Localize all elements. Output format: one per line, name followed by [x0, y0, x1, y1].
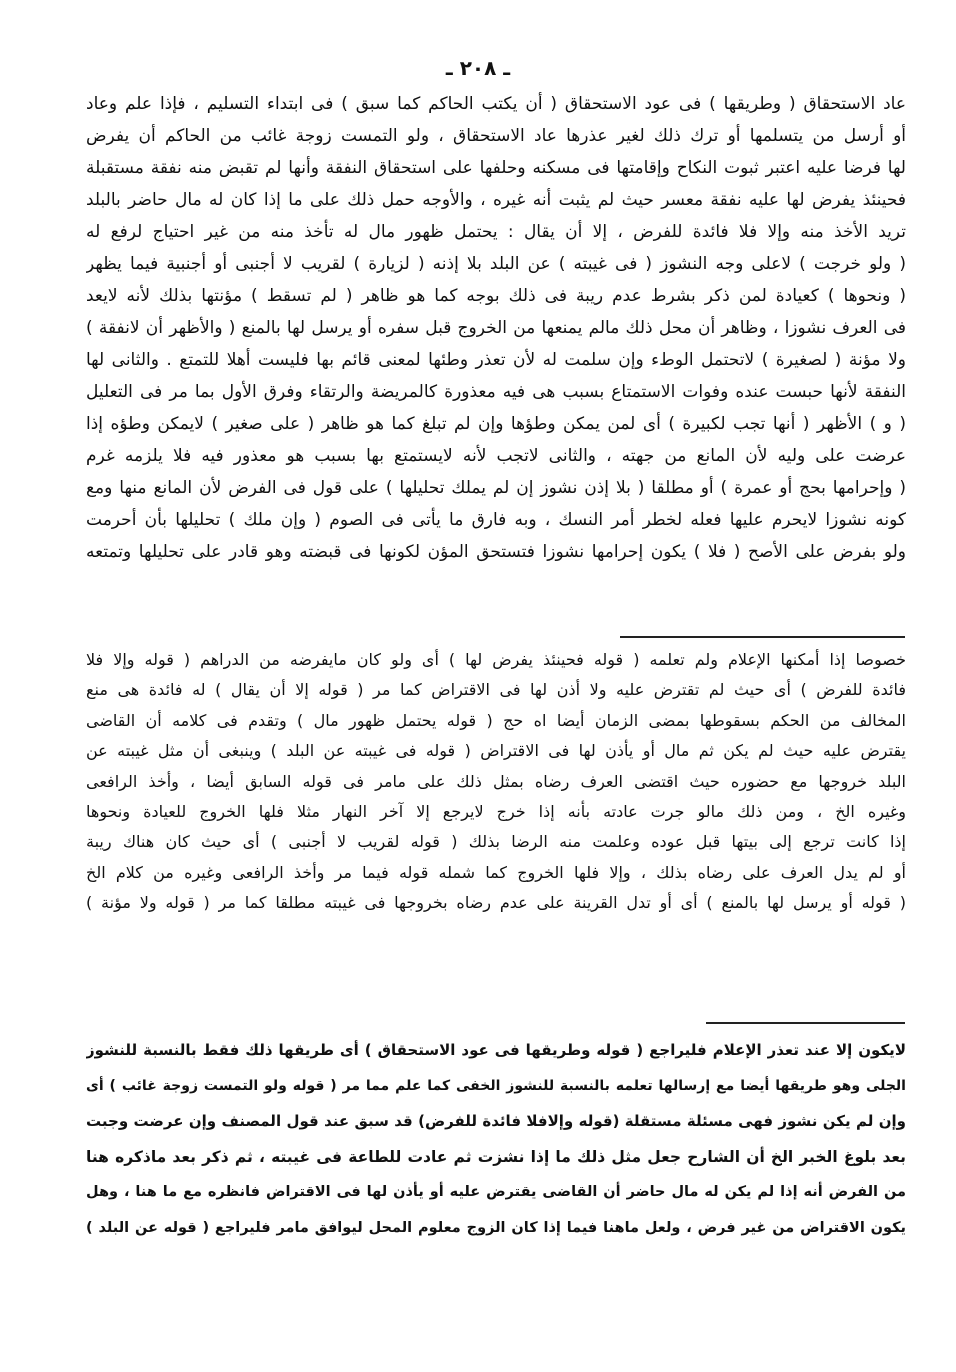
text-line: البلد خروجها مع حضوره حيث اقتضى العرف رضاه بمثل ذلك على مامر فى قوله السابق أيضا ، وأخذ الرافعى: [86, 771, 906, 791]
text-line: بعد بلوغ الخبر الخ أن الشارح جعل مثل ذلك ما إذا نشزت ثم عادت للطاعة فى غيبته ، ثم ذكر بعد ماذكره هنا: [86, 1147, 906, 1166]
text-line: عاد الاستحقاق ( وطريقها ) فى عود الاستحقاق ( أن يكتب الحاكم كما سبق ) فى ابتداء التسليم ، فإذا علم وعاد: [86, 94, 906, 114]
text-line: ( قوله أو يرسل لها بالمنع ) أى أو تدل القرينة على عدم رضاه بخروجها فى غيبته مطلقا كما مر ( قوله ولا مؤنة ): [86, 893, 906, 913]
text-line: يقترض عليه حيث لم يكن ثم مال أو يأذن لها فى الاقتراض ( قوله فى غيبته عن البلد ) وينبغى أن مثل غيبته عن: [86, 741, 906, 761]
main-text: [86, 88, 906, 568]
text-line: ولو بفرض على الأصح ( فلا ) يكون إحرامها نشوزا فتستحق المؤن لكونها فى قبضته وهو قادر على تحليلها وتمتعه: [86, 542, 906, 562]
text-line: وغيره الخ ، ومن ذلك مالو جرت عادته بأنه إذا خرج لايرجع إلا آخر النهار مثلا فلها الخروج للعيادة ونحوها: [86, 801, 906, 821]
footnote-block-2: [86, 1033, 906, 1247]
text-line: فائدة للفرض ) أى حيث لم تقترض عليه ولا أذن لها فى الاقتراض كما مر ( قوله إلا أن يقال ) له فائدة هى منع: [86, 680, 906, 700]
text-line: ( ونحوها ) كعيادة لمن ذكر بشرط عدم ريبة فى ذلك بوجه كما هو ظاهر ( لم تسقط ) مؤنتها بذلك لأنه لايعد: [86, 286, 906, 306]
text-line: لايكون إلا عند تعذر الإعلام فليراجع ( قوله وطريقها فى عود الاستحقاق ) أى طريقها ذلك فقط بالنسبة للنشوز: [86, 1041, 906, 1059]
text-line: خصوصا إذا أمكنها الإعلام ولم تعلمه ( قوله فحينئذ يفرض لها ) أى ولو كان مايفرضه من الدراهم ( قوله وإلا فلا: [86, 650, 906, 669]
text-line: كونه نشوزا لايحرم عليها فعله لخطر أمر النسك ، وبه فارق ما يأتى فى الصوم ( وإن ملك ) تحليلها بأن أحرمت: [86, 510, 906, 530]
page-number: ـ ٢٠٨ ـ: [445, 56, 511, 80]
text-line: ( وإحرامها بحج أو عمرة ) أو مطلقا ( بلا إذن نشوز إن لم يملك تحليلها ) على قول فى الفرض لأن المانع منها ومع: [86, 478, 906, 498]
text-line: أو لم يدل العرف على رضاه بذلك ، وإلا فلها الخروج كما شمله قوله فيما مر وأخذ الرافعى وغيره من كلام الخ: [86, 862, 906, 882]
text-line: ( و ) الأظهر ( أنها تجب لكبيرة ) أى لمن يمكن وطؤها وإن لم تبلغ كما هو ظاهر ( على صغير ) لايمكن وطؤه إذا: [86, 414, 906, 434]
text-line: الجلى وهو طريقها أيضا مع إرسالها تعلمه بالنسبة للنشوز الخفى كما علم مما مر ( قوله ولو التمست زوجة غائب ) أى: [86, 1077, 906, 1094]
text-line: يكون الاقتراض من غير فرض ، ولعل ماهنا فيما إذا كان الزوج معلوم المحل ليوافق مامر فليراجع ( قوله عن البلد ): [86, 1219, 906, 1236]
text-line: تريد الأخذ منه وإلا فلا فائدة للفرض ، إلا أن يقال : يحتمل ظهور مال له تأخذ منه من غير احتياج لرفع له: [86, 222, 906, 242]
text-line: ولا مؤنة ( لصغيرة ) لاتحتمل الوطء وإن سلمت له لأن تعذر وطئها لمعنى قائم بها فليست أهلا للتمتع . والثانى لها: [86, 350, 906, 370]
text-line: إذا كانت ترجع إلى بيتها قبل عوده وعلمت منه الرضا بذلك ( قوله لقريب لا أجنبى ) أى حيث كان هناك ريبة: [86, 832, 906, 852]
text-line: المخالف من الحكم بسقوطها بمضى الزمان أيضا اه حج ( قوله يحتمل ظهور مال ) وتقدم فى كلامه أن القاضى: [86, 710, 906, 730]
text-line: فى العرف نشوزا ، وظاهر أن محل ذلك مالم يمنعها من الخروج قبل سفره أو يرسل لها بالمنع ( والأظهر أن لانفقة ): [86, 318, 906, 338]
text-line: فحينئذ يفرض لها عليه نفقة معسر حيث لم يثبت أنه غيره ، والأوجه حمل ذلك على ما إذا كان له مال حاضر بالبلد: [86, 190, 906, 210]
text-line: عرضت على وليه لأن المانع من جهته ، والثانى لاتجب لأنه لايستمتع بها بسبب هو معذور فيه فلا يلزمه غرم: [86, 446, 906, 466]
text-line: لها فرضا عليه اعتبر ثبوت النكاح وإقامتها فى مسكنه وحلفها على استحقاق النفقة وأنها لم تقبض منه نفقة مستقبلة: [86, 158, 906, 178]
footnote-divider: [706, 1022, 905, 1024]
text-line: وإن لم يكن نشوز فهى مسئلة مستقلة (قوله وإلافلا فائدة للفرض) قد سبق عند قول المصنف وإن عرضت وجبت: [86, 1112, 906, 1131]
footnote-block-1: [86, 645, 906, 919]
text-line: النفقة لأنها حبست عنده وفوات الاستمتاع بسبب هى فيه معذورة كالمريضة والرتقاء وفرق الأول بما مر فى التعليل: [86, 382, 906, 402]
text-line: ( ولو خرجت ) لاعلى وجه النشوز ( فى غيبته ) عن البلد بلا إذنه ( لزيارة ) لقريب لا أجنبى أو أجنبية فيما يظهر: [86, 254, 906, 274]
footnote-divider: [620, 636, 905, 638]
text-line: أو أرسل من يتسلمها أو ترك ذلك لغير عذرها عاد الاستحقاق ، ولو التمست زوجة غائب من الحاكم أن يفرض: [86, 126, 906, 146]
text-line: من الفرض أنه إذا لم يكن له مال حاضر أن القاضى يقترض عليه أو يأذن لها فى الاقتراض فانظره مع ما هنا ، وهل: [86, 1184, 906, 1201]
